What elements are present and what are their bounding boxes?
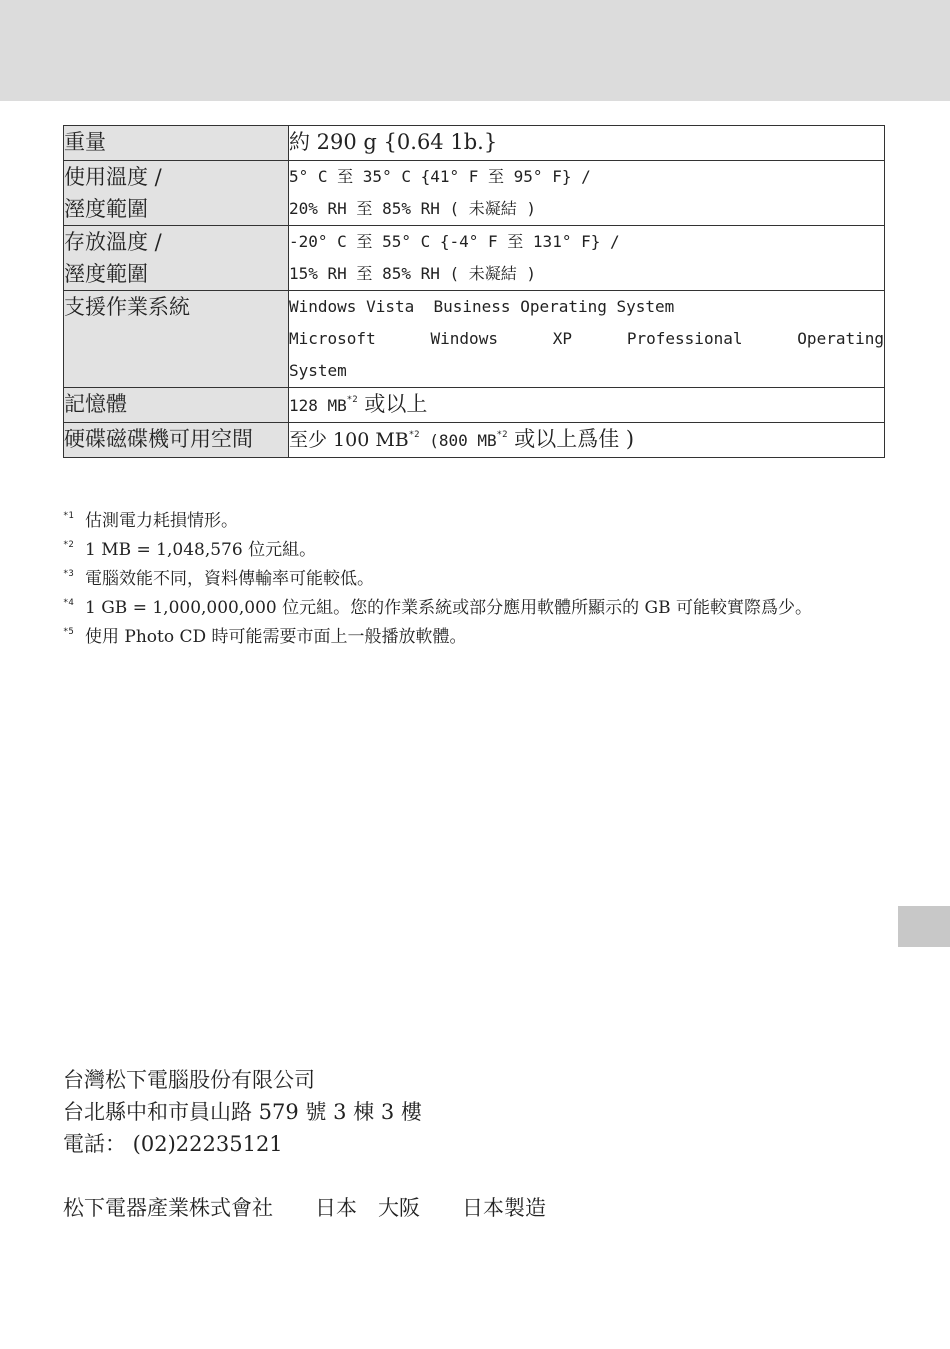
company-address: 台北縣中和市員山路 579 號 3 棟 3 樓: [63, 1100, 422, 1124]
weight-value: 約 290 g {0.64 1b.}: [289, 130, 498, 154]
footnote-1: [63, 507, 885, 536]
footnote-mark: *5: [63, 627, 74, 637]
spec-label-os: 支援作業系統: [64, 291, 289, 388]
spec-value-weight: [289, 126, 885, 161]
spec-label-disk-space: 硬碟磁碟機可用空間: [64, 423, 289, 458]
disk-value-part1: 至少 100 MB: [289, 429, 409, 451]
operating-env-label-line1: 使用溫度 /: [64, 165, 162, 189]
footnote-3: [63, 565, 885, 594]
footnote-text: 電腦效能不同，資料傳輸率可能較低。: [85, 569, 374, 589]
spec-table: [63, 125, 885, 458]
footnote-mark: *3: [63, 569, 74, 579]
operating-env-value-line1: 5° C 至 35° C {41° F 至 95° F} /: [289, 167, 591, 186]
os-value-line2: Microsoft Windows XP Professional Operating: [289, 329, 884, 348]
company-name: 台灣松下電腦股份有限公司: [63, 1068, 315, 1092]
manufacturer-line: 松下電器產業株式會社 日本 大阪 日本製造: [63, 1196, 546, 1220]
memory-value-prefix: 128 MB: [289, 396, 347, 415]
footnote-text: 使用 Photo CD 時可能需要市面上一般播放軟體。: [85, 627, 467, 647]
footnote-mark: *2: [63, 540, 74, 550]
disk-note-ref1: *2: [408, 430, 420, 440]
spec-label-operating-env: [64, 161, 289, 226]
storage-env-value-line2: 15% RH 至 85% RH ( 未凝結 ): [289, 264, 537, 283]
spec-row-memory: [64, 388, 885, 423]
operating-env-value-line2: 20% RH 至 85% RH ( 未凝結 ): [289, 199, 537, 218]
spec-row-os: [64, 291, 885, 388]
disk-value-part3: 或以上爲佳 ): [507, 427, 635, 451]
spec-value-storage-env: [289, 226, 885, 291]
spec-value-memory: [289, 388, 885, 423]
spec-row-weight: [64, 126, 885, 161]
footnotes: [63, 507, 885, 652]
footnote-4: [63, 594, 885, 623]
storage-env-label-line2: 溼度範圍: [64, 262, 148, 286]
spec-label-memory: 記憶體: [64, 388, 289, 423]
footnote-5: [63, 623, 885, 652]
company-phone: 電話： (02)22235121: [63, 1132, 283, 1156]
spec-label-weight: 重量: [64, 126, 289, 161]
disk-value-part2: (800 MB: [419, 431, 497, 450]
spec-value-os: [289, 291, 885, 388]
memory-note-ref: *2: [346, 395, 358, 405]
storage-env-label-line1: 存放溫度 /: [64, 230, 162, 254]
memory-value-suffix: 或以上: [357, 392, 428, 416]
header-bar: [0, 0, 950, 101]
operating-env-label-line2: 溼度範圍: [64, 197, 148, 221]
section-tab-marker: [898, 906, 950, 947]
footnote-mark: *4: [63, 598, 74, 608]
spec-row-disk-space: [64, 423, 885, 458]
spec-label-storage-env: [64, 226, 289, 291]
storage-env-value-line1: -20° C 至 55° C {-4° F 至 131° F} /: [289, 232, 620, 251]
spec-row-operating-env: [64, 161, 885, 226]
footnote-text: 估測電力耗損情形。: [85, 511, 238, 531]
disk-note-ref2: *2: [496, 430, 508, 440]
os-value-line3: System: [289, 361, 347, 380]
footnote-2: [63, 536, 885, 565]
company-info: [63, 1064, 422, 1160]
os-value-line1: Windows Vista Business Operating System: [289, 297, 675, 316]
spec-value-operating-env: [289, 161, 885, 226]
footnote-mark: *1: [63, 511, 74, 521]
spec-row-storage-env: [64, 226, 885, 291]
footnote-text: 1 GB = 1,000,000,000 位元組。您的作業系統或部分應用軟體所顯示的 GB 可能較實際爲少。: [85, 598, 812, 618]
spec-value-disk-space: [289, 423, 885, 458]
footnote-text: 1 MB = 1,048,576 位元組。: [85, 540, 317, 560]
